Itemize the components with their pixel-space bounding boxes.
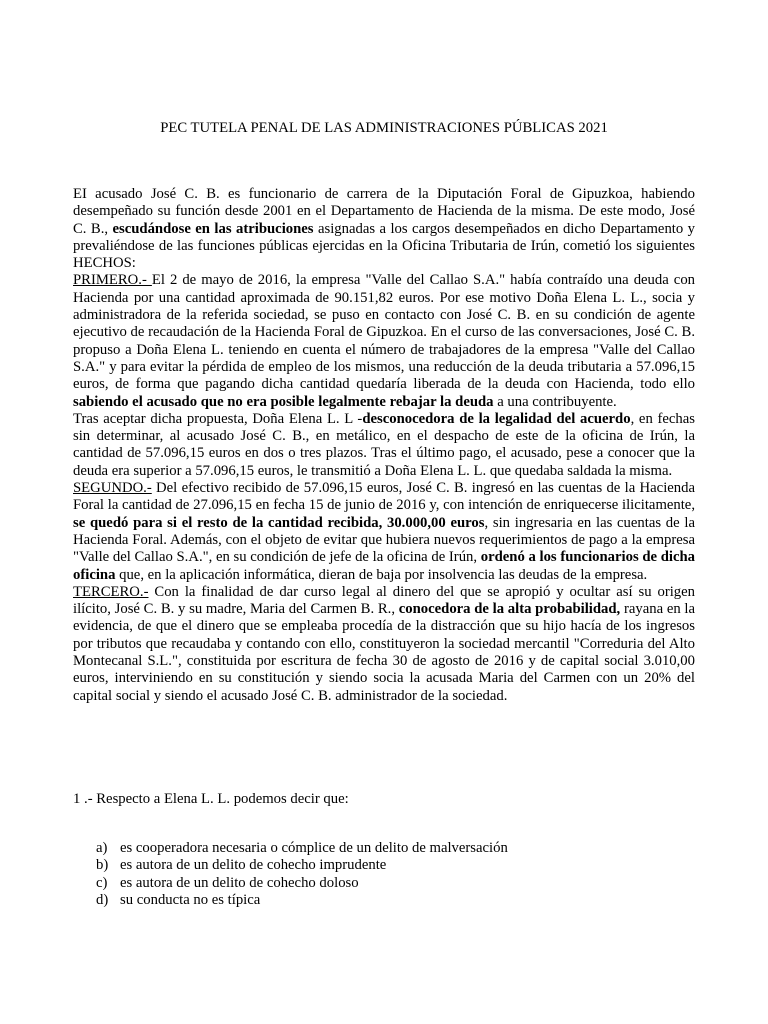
case-facts <box>73 186 695 705</box>
segundo-text-2: , sin ingresaria en las cuentas de la Hacienda Foral. Además, con el objeto de evitar que hubiera nuevos requerimientos de pago a la empresa "Valle del Callao S.A.", en su condición de jefe de la oficina de Irún, <box>73 514 695 566</box>
answer-option <box>96 892 508 909</box>
primero-label: PRIMERO.- <box>73 272 152 289</box>
primero-paragraph <box>73 272 695 410</box>
segundo-bold-2: ordenó a los funcionarios de dicha oficina <box>73 549 695 583</box>
intro-bold-1: escudándose en las atribuciones <box>112 220 314 237</box>
primero-bold-1: sabiendo el acusado que no era posible legalmente rebajar la deuda <box>73 393 494 410</box>
option-letter: b) <box>96 857 109 874</box>
question-text: 1 .- Respecto a Elena L. L. podemos decir que: <box>73 791 349 807</box>
tras-paragraph <box>73 411 695 480</box>
answer-option <box>96 875 508 892</box>
intro-paragraph <box>73 186 695 272</box>
segundo-bold-1: se quedó para si el resto de la cantidad recibida, 30.000,00 euros <box>73 514 485 531</box>
tercero-bold-1: conocedora de la alta probabilidad, <box>398 601 621 618</box>
option-letter: d) <box>96 891 109 908</box>
segundo-text-3: que, en la aplicación informática, dieran de baja por insolvencia las deudas de la empresa. <box>115 566 648 583</box>
answer-option <box>96 840 508 857</box>
tercero-text-2: rayana en la evidencia, de que el dinero que se empleaba procedía de la distracción que su hijo hacía de los ingresos por tributos que recaudaba y contando con ello, constituyeron la sociedad mercantil "Correduria del Alto Montecanal S.L.", constituida por escritura de fecha 30 de agosto de 2016 y de capital social 3.010,00 euros, interviniendo en su constitución y siendo socia la acusada Maria del Carmen con un 20% del capital social y siendo el acusado José C. B. administrador de la sociedad. <box>73 601 695 704</box>
segundo-paragraph <box>73 480 695 584</box>
primero-text-2: a una contribuyente. <box>493 393 617 410</box>
intro-text-1: EI acusado José C. B. es funcionario de carrera de la Diputación Foral de Gipuzkoa, habiendo desempeñado su función desde 2001 en el Departamento de Hacienda de la misma. De este modo, José C. B., <box>73 186 695 237</box>
tras-bold-1: desconocedora de la legalidad del acuerdo <box>362 410 631 427</box>
intro-text-2: asignadas a los cargos desempeñados en dicho Departamento y prevaliéndose de las funciones públicas ejercidas en la Oficina Tributaria de Irún, cometió los siguientes HECHOS: <box>73 220 696 272</box>
option-text: es autora de un delito de cohecho doloso <box>120 874 359 891</box>
option-letter: a) <box>96 840 108 856</box>
tercero-paragraph <box>73 584 695 705</box>
document-title: PEC TUTELA PENAL DE LAS ADMINISTRACIONES PÚBLICAS 2021 <box>160 120 608 136</box>
segundo-label: SEGUNDO.- <box>73 480 152 497</box>
answer-option <box>96 857 508 874</box>
option-text: su conducta no es típica <box>120 891 261 908</box>
option-letter: c) <box>96 874 108 891</box>
answer-options <box>96 840 508 909</box>
tras-text-2: , en fechas sin determinar, al acusado José C. B., en metálico, en el despacho de este de la oficina de Irún, la cantidad de 57.096,15 euros en dos o tres plazos. Tras el último pago, el acusado, pese a conocer que la deuda era superior a 57.096,15 euros, le transmitió a Doña Elena L. L. que quedaba saldada la misma. <box>73 410 695 479</box>
tercero-text-1: Con la finalidad de dar curso legal al dinero del que se apropió y ocultar así su origen ilícito, José C. B. y su madre, Maria del Carmen B. R., <box>73 583 695 618</box>
option-text: es cooperadora necesaria o cómplice de un delito de malversación <box>120 840 508 856</box>
option-text: es autora de un delito de cohecho imprudente <box>120 857 387 874</box>
tras-text-1: Tras aceptar dicha propuesta, Doña Elena L. L - <box>73 410 363 427</box>
tercero-label: TERCERO.- <box>73 583 149 600</box>
segundo-text-1: Del efectivo recibido de 57.096,15 euros, José C. B. ingresó en las cuentas de la Hacienda Foral la cantidad de 27.096,15 en fecha 15 de junio de 2016 y, con intención de enriquecerse ilicitamente, <box>73 480 695 514</box>
primero-text-1: El 2 de mayo de 2016, la empresa "Valle del Callao S.A." había contraído una deuda con Hacienda por una cantidad aproximada de 90.151,82 euros. Por ese motivo Doña Elena L. L., socia y administradora de la referida sociedad, se puso en contacto con José C. B. en su condición de agente ejecutivo de recaudación de la Hacienda Foral de Gipuzkoa. En el curso de las conversaciones, José C. B. propuso a Doña Elena L. teniendo en cuenta el número de trabajadores de la empresa "Valle del Callao S.A." y para evitar la pérdida de empleo de los mismos, una reducción de la deuda tributaria a 57.096,15 euros, de forma que pagando dicha cantidad quedaría liberada de la deuda con Hacienda, todo ello <box>73 272 696 393</box>
